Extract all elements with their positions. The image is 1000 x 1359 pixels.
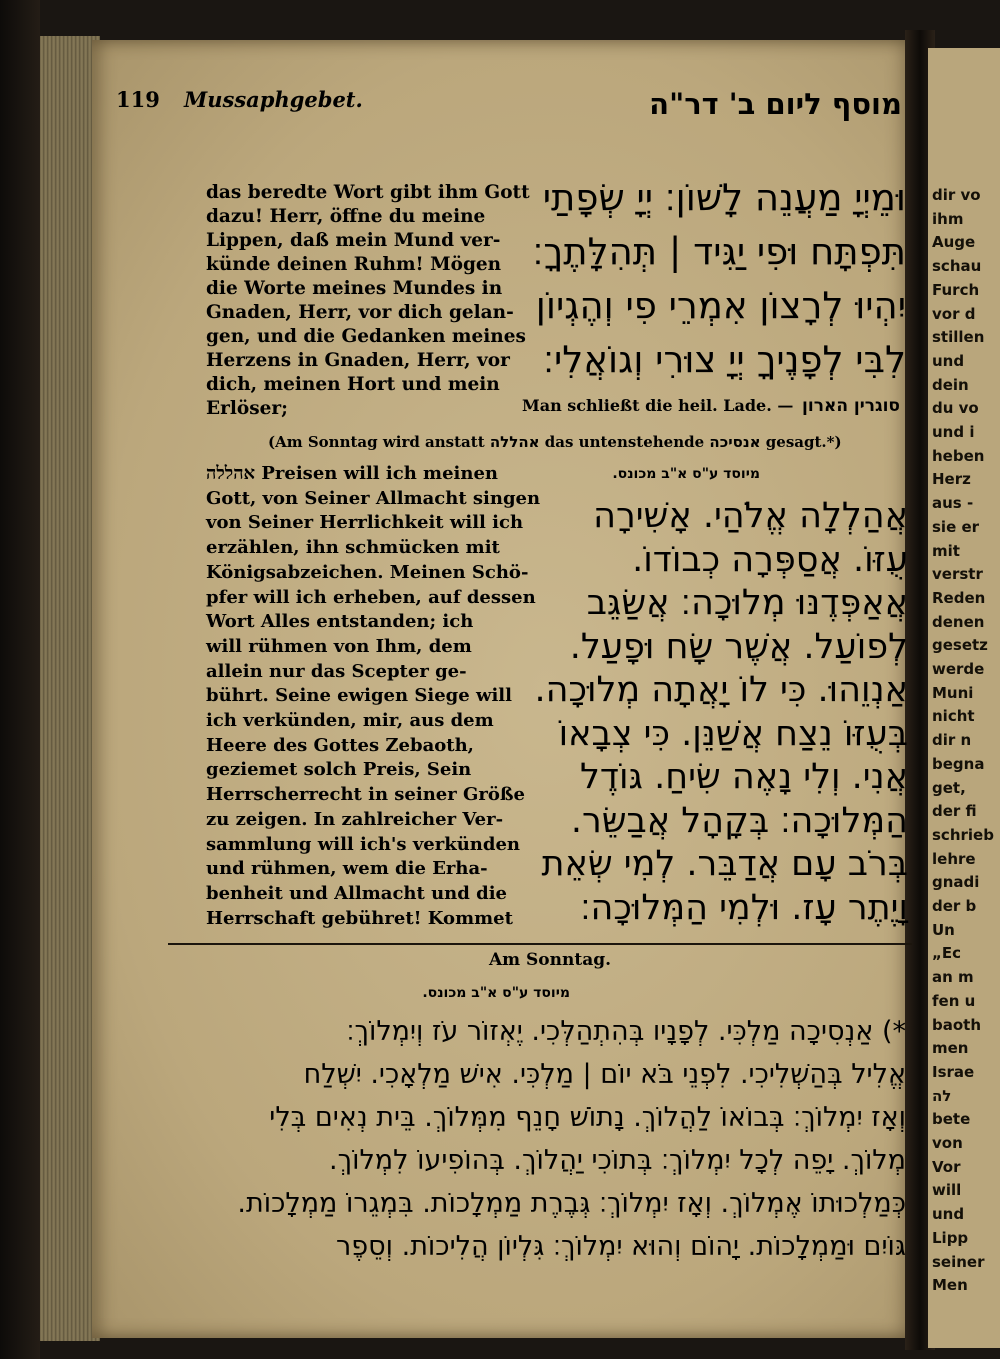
german-line: Königsabzeichen. Meinen Schö- (206, 561, 529, 583)
german-line: Herrscherrecht in seiner Größe (206, 784, 525, 806)
next-page-line: gnadi (932, 873, 980, 892)
next-page-line: der b (932, 897, 977, 915)
next-page-line: Reden (932, 588, 986, 607)
hebrew-line: מְלוֹךְ. יָפֵה לְכָל יִמְלוֹךְ׃ בְּתוֹכִי יַהֲלוֹךְ. בְּהוֹפִיעוֹ לִמְלוֹךְ. (329, 1145, 906, 1176)
next-page-line: fen u (932, 991, 976, 1010)
german-line: zu zeigen. In zahlreicher Ver- (206, 808, 504, 830)
hebrew-line: לִבִּי לְפָנֶיךָ יְיָ צוּרִי וְגוֹאֲלִי׃ (543, 338, 906, 381)
page-edges (40, 36, 100, 1341)
section-heading: Am Sonntag. (488, 950, 612, 970)
hebrew-line: וָיֶתֶר עָז. וּלְמִי הַמְּלוּכָה׃ (580, 887, 908, 928)
german-line: Wort Alles entstanden; ich (206, 611, 474, 633)
hebrew-line: וְאָז יִמְלוֹךְ׃ בְּבוֹאוֹ לַהֲלוֹךְ. נָתוֹשׁ חָנֵף מִמְּלוֹךְ. בֵּית נְאִים בְּלִי (269, 1102, 906, 1133)
german-line: allein nur das Scepter ge- (206, 660, 467, 682)
next-page-line: und (932, 1205, 965, 1224)
book-binding (0, 0, 40, 1359)
next-page-line: dir n (932, 731, 972, 750)
german-line: Gott, von Seiner Allmacht singen (206, 487, 541, 509)
next-page-line: und (932, 351, 965, 370)
next-page-fragment (928, 48, 1000, 1348)
german-line: geziemet solch Preis, Sein (206, 759, 472, 781)
next-page-line: schau (932, 257, 982, 276)
hebrew-line: *) אַנְסִיכָה מַלְכִּי. לְפָנָיו בְּהִתְהַלְּכִי. יֶאְזוֹר עֹז וְיִמְלוֹךְ׃ (346, 1016, 906, 1047)
hebrew-line: אֱלִיל בְּהַשְׁלִיכִי. לִפְנֵי בֹּא יוֹם | מַלְכִּי. אִישׁ מַלְאָכִי. יִשְׁלַח (303, 1059, 906, 1090)
hebrew-line: אַנְוֵהוּ. כִּי לוֹ יָאֲתָה מְלוּכָה. (534, 670, 908, 710)
hebrew-line: כְּמַלְכוּתוֹ אֶמְלוֹךְ. וְאָז יִמְלוֹךְ׃ גְּבֶרֶת מַמְלָכוֹת. בִּמְגֵרוֹ מַמְלָכוֹת. (237, 1188, 906, 1219)
page-number: 119 (116, 87, 160, 112)
next-page-line: לה (932, 1086, 952, 1105)
next-page-line: begna (932, 754, 985, 773)
instruction-german: Man schließt die heil. Lade. — (522, 396, 794, 415)
next-page-line: Muni (932, 683, 974, 702)
next-page-line: du vo (932, 399, 979, 418)
german-line: Herzens in Gnaden, Herr, vor (206, 350, 510, 371)
german-line: dazu! Herr, öffne du meine (206, 206, 486, 227)
hebrew-line: תִּפְתָּח וּפִי יַגִּיד | תְּהִלָּתֶךָ׃ (532, 230, 906, 273)
next-page-line: men (932, 1039, 969, 1058)
next-page-line: get, (932, 778, 966, 797)
next-page-line: sie er (932, 517, 980, 536)
hebrew-line: אֲאַפְּדֶנּוּ מְלוּכָה׃ אֲשַׂגֵּב (586, 583, 908, 623)
german-line: dich, meinen Hort und mein (206, 374, 500, 395)
next-page-line: gesetz (932, 636, 988, 655)
next-page-line: schrieb (932, 825, 994, 844)
german-line: pfer will ich erheben, auf dessen (206, 586, 536, 608)
german-line: ich verkünden, mir, aus dem (206, 710, 494, 731)
next-page-line: ihm (932, 209, 964, 228)
german-line: Gnaden, Herr, vor dich gelan- (206, 302, 514, 323)
german-line: אהללה Preisen will ich meinen (206, 463, 499, 484)
instruction-hebrew: סוגרין הארון (802, 396, 900, 416)
next-page-line: verstr (932, 565, 983, 584)
next-page-line: Israe (932, 1062, 975, 1081)
sunday-note: (Am Sonntag wird anstatt אהללה das untenstehende אנסיכה gesagt.*) (268, 433, 842, 451)
hebrew-line: וּמֵיְיָ מַעֲנֵה לָשׁוֹן׃ יְיָ שְׂפָתַי (542, 176, 906, 219)
german-line: bührt. Seine ewigen Siege will (206, 685, 512, 707)
next-page-line: dir vo (932, 186, 981, 204)
next-page-line: Vor (932, 1157, 961, 1176)
german-line: Heere des Gottes Zebaoth, (206, 734, 474, 756)
hebrew-caption: מיוסד ע"ס א"ב מכונס. (612, 466, 760, 482)
next-page-line: seiner (932, 1252, 985, 1271)
next-page-line: werde (932, 660, 985, 678)
german-line: die Worte meines Mundes in (206, 278, 503, 299)
page-title-hebrew: מוסף ליום ב' דר"ה (649, 87, 902, 121)
next-page-line: Men (932, 1276, 968, 1295)
page-title-german: Mussaphgebet. (184, 87, 363, 112)
next-page-line: an m (932, 968, 974, 987)
german-line: und rühmen, wem die Erha- (206, 858, 488, 880)
german-line: erzählen, ihn schmücken mit (206, 537, 500, 559)
hebrew-line: אֲהַלְלָה אֱלֹהַי. אָשִׁירָה (593, 496, 908, 536)
next-page-line: Furch (932, 280, 980, 299)
next-page-line: der fi (932, 802, 977, 821)
german-line: gen, und die Gedanken meines (206, 326, 526, 347)
hebrew-line: יִהְיוּ לְרָצוֹן אִמְרֵי פִי וְהֶגְיוֹן (535, 284, 906, 327)
german-line: Herrschaft gebühret! Kommet (206, 907, 513, 929)
german-line: Lippen, daß mein Mund ver- (206, 230, 501, 251)
next-page-line: lehre (932, 849, 976, 868)
next-page-line: und i (932, 423, 975, 441)
hebrew-line: עֻזּוֹ. אֲסַפְּרָה כְבוֹדוֹ. (632, 539, 908, 580)
hebrew-line: אֲנִי. וְלִי נָאֶה שִׂיחַ. גּוֹדֶל (580, 757, 908, 797)
next-page-line: Lipp (932, 1228, 969, 1247)
next-page-line: heben (932, 446, 985, 465)
next-page-line: vor d (932, 304, 976, 323)
german-line: Erlöser; (206, 398, 288, 419)
next-page-line: denen (932, 612, 985, 631)
next-page-line: bete (932, 1110, 971, 1129)
next-page-line: Herz (932, 470, 971, 489)
next-page-line: baoth (932, 1015, 982, 1034)
next-page-line: will (932, 1181, 962, 1200)
german-line: von Seiner Herrlichkeit will ich (206, 512, 524, 534)
german-line: will rühmen von Ihm, dem (206, 635, 472, 657)
bottom-caption: מיוסד ע"ס א"ב מכונס. (422, 985, 570, 1001)
next-page-line: Auge (932, 233, 976, 252)
next-page-line: nicht (932, 707, 975, 726)
section-divider (168, 943, 912, 945)
hebrew-line: הַמְּלוּכָה׃ בְּקָהָל אֲבַשֵּׂר. (570, 800, 908, 841)
next-page-line: stillen (932, 328, 985, 347)
hebrew-line: גּוֹיִם וּמַמְלָכוֹת. יָהוֹם וְהוּא יִמְלוֹךְ׃ גִּלְיוֹן הֲלִיכוֹת. וְסֵפֶר (336, 1231, 906, 1262)
hebrew-line: בְּעֻזּוֹ נֵצַח אֲשַׁנֵּן. כִּי צְבָאוֹ (558, 713, 908, 754)
next-page-line: mit (932, 541, 960, 560)
hebrew-line: בְּרֹב עָם אֲדַבֵּר. לְמִי שְׂאֵת (541, 844, 908, 884)
next-page-line: aus - (932, 494, 974, 513)
next-page-line: Un (932, 920, 955, 939)
german-line: benheit und Allmacht und die (206, 882, 507, 904)
german-line: das beredte Wort gibt ihm Gott (206, 182, 530, 203)
german-line: sammlung will ich's verkünden (206, 833, 520, 855)
german-line: künde deinen Ruhm! Mögen (206, 254, 502, 275)
next-page-line: von (932, 1134, 963, 1152)
hebrew-line: לְפוֹעַל. אֲשֶׁר שָׂח וּפָעַל. (569, 626, 908, 667)
next-page-line: „Ec (932, 944, 961, 963)
next-page-line: dein (932, 375, 969, 394)
